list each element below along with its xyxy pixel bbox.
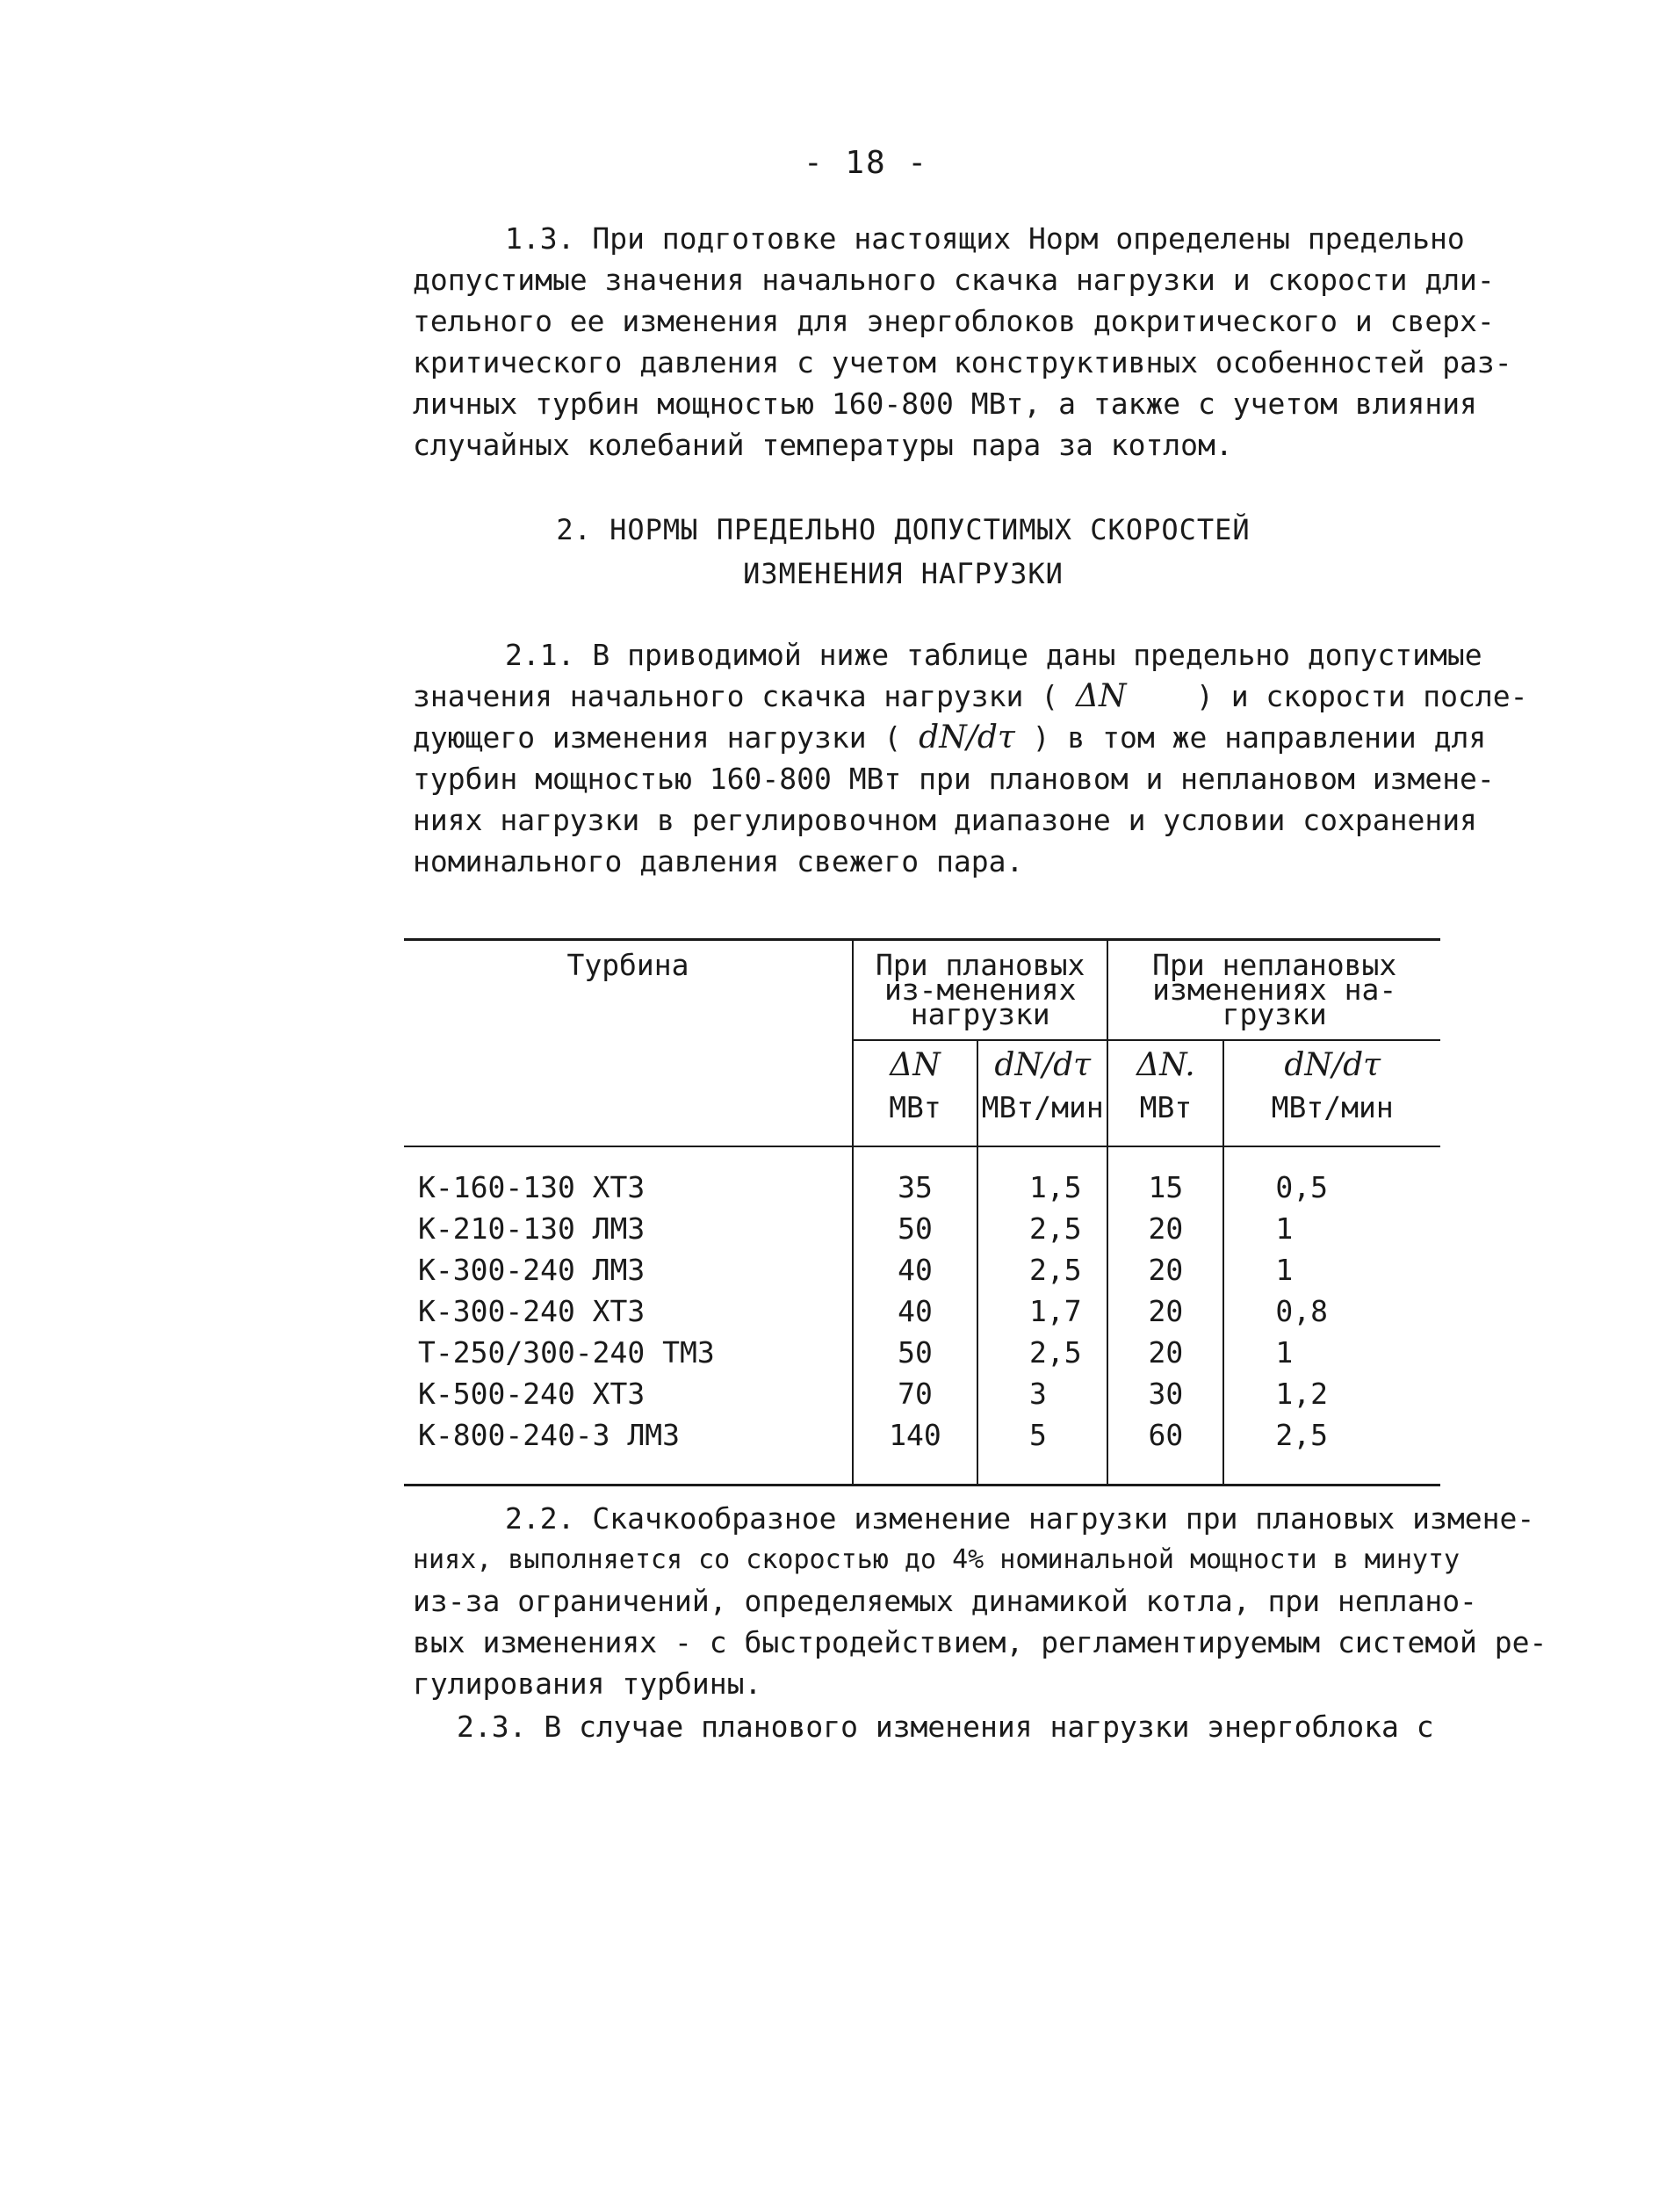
paragraph-line: 2.3. В случае планового изменения нагрузки энергоблока с: [457, 1710, 1434, 1744]
planned-rate-cell: 5: [977, 1414, 1107, 1486]
section-heading-line-2: ИЗМЕНЕНИЯ НАГРУЗКИ: [743, 557, 1064, 590]
planned-delta-cell: 40: [853, 1290, 977, 1332]
delta-n-symbol: ΔN.: [1136, 1047, 1195, 1084]
paragraph-line: номинального давления свежего пара.: [413, 844, 1024, 878]
unplanned-rate-cell: 0,5: [1223, 1146, 1440, 1208]
paragraph-line: [413, 676, 1528, 717]
planned-rate-cell: 1,5: [977, 1146, 1107, 1208]
paragraph-line: из-за ограничений, определяемых динамикой котла, при неплано-: [413, 1584, 1477, 1618]
paragraph-line: турбин мощностью 160-800 МВт при плановом и неплановом измене-: [413, 762, 1495, 796]
unplanned-rate-cell: 2,5: [1223, 1414, 1440, 1486]
unplanned-delta-cell: 20: [1107, 1249, 1223, 1290]
table-row: [404, 1414, 1440, 1486]
planned-rate-cell: 2,5: [977, 1208, 1107, 1249]
unit-label: МВт: [1139, 1090, 1193, 1125]
delta-n-symbol: ΔN: [890, 1047, 941, 1084]
paragraph-line: случайных колебаний температуры пара за котлом.: [413, 428, 1233, 462]
paragraph-line: 2.1. В приводимой ниже таблице даны предельно допустимые: [505, 638, 1482, 672]
rate-symbol: dN/dτ: [919, 719, 1015, 755]
header-unplanned: При неплановых изменениях на-грузки: [1107, 940, 1440, 1041]
turbine-cell: Т-250/300-240 ТМЗ: [418, 1335, 715, 1370]
planned-delta-cell: 50: [853, 1332, 977, 1373]
planned-rate-cell: 1,7: [977, 1290, 1107, 1332]
unit-label: МВт/мин: [981, 1090, 1104, 1125]
subheader-planned-delta-n: [853, 1040, 977, 1146]
unplanned-rate-cell: 0,8: [1223, 1290, 1440, 1332]
unplanned-delta-cell: 20: [1107, 1208, 1223, 1249]
paragraph-line: 2.2. Скачкообразное изменение нагрузки при плановых измене-: [505, 1501, 1535, 1536]
section-heading-line-1: 2. НОРМЫ ПРЕДЕЛЬНО ДОПУСТИМЫХ СКОРОСТЕЙ: [556, 513, 1251, 546]
turbine-cell: К-300-240 ЛМЗ: [418, 1253, 645, 1287]
turbine-cell: К-500-240 ХТЗ: [418, 1377, 645, 1411]
planned-rate-cell: 3: [977, 1373, 1107, 1414]
unplanned-rate-cell: 1: [1223, 1249, 1440, 1290]
paragraph-text: дующего изменения нагрузки (: [413, 720, 920, 755]
paragraph-text: значения начального скачка нагрузки (: [413, 679, 1076, 713]
section-heading: [0, 508, 1666, 596]
unplanned-rate-cell: 1: [1223, 1208, 1440, 1249]
paragraph-2-2: [413, 1498, 1547, 1704]
unplanned-delta-cell: 15: [1107, 1146, 1223, 1208]
table-row: [404, 1290, 1440, 1332]
subheader-unplanned-rate: [1223, 1040, 1440, 1146]
rate-symbol: dN/dτ: [1284, 1047, 1381, 1084]
planned-rate-cell: 2,5: [977, 1332, 1107, 1373]
table-row: [404, 1146, 1440, 1208]
unplanned-rate-cell: 1,2: [1223, 1373, 1440, 1414]
planned-delta-cell: 40: [853, 1249, 977, 1290]
rate-symbol: dN/dτ: [994, 1047, 1092, 1084]
subheader-unplanned-delta-n: [1107, 1040, 1223, 1146]
paragraph-line: вых изменениях - с быстродействием, регламентируемым системой ре-: [413, 1625, 1547, 1659]
turbine-cell: К-800-240-3 ЛМЗ: [418, 1418, 681, 1452]
delta-n-symbol: ΔN: [1075, 678, 1127, 714]
turbine-cell: К-160-130 ХТЗ: [418, 1170, 645, 1204]
paragraph-line: 1.3. При подготовке настоящих Норм определены предельно: [505, 221, 1465, 256]
paragraph-text: ) и скорости после-: [1126, 679, 1528, 713]
header-turbine: Турбина: [404, 940, 853, 1147]
table-row: [404, 1249, 1440, 1290]
planned-delta-cell: 140: [853, 1414, 977, 1486]
turbine-cell: К-210-130 ЛМЗ: [418, 1211, 645, 1246]
paragraph-line: ниях нагрузки в регулировочном диапазоне и условии сохранения: [413, 803, 1477, 837]
unplanned-delta-cell: 20: [1107, 1290, 1223, 1332]
unplanned-delta-cell: 60: [1107, 1414, 1223, 1486]
header-planned: При плановых из-менениях нагрузки: [853, 940, 1107, 1041]
paragraph-text: ) в том же направлении для: [1014, 720, 1487, 755]
planned-rate-cell: 2,5: [977, 1249, 1107, 1290]
planned-delta-cell: 70: [853, 1373, 977, 1414]
paragraph-line: гулирования турбины.: [413, 1666, 762, 1701]
load-rate-table: [404, 938, 1440, 1486]
paragraph-line: личных турбин мощностью 160-800 МВт, а также с учетом влияния: [413, 387, 1477, 421]
paragraph-2-3: [413, 1706, 1493, 1747]
planned-delta-cell: 50: [853, 1208, 977, 1249]
paragraph-line: критического давления с учетом конструктивных особенностей раз-: [413, 345, 1512, 380]
paragraph-2-1: [413, 634, 1528, 882]
unplanned-delta-cell: 30: [1107, 1373, 1223, 1414]
table-row: [404, 1208, 1440, 1249]
paragraph-line: [413, 717, 1493, 758]
planned-delta-cell: 35: [853, 1146, 977, 1208]
unplanned-delta-cell: 20: [1107, 1332, 1223, 1373]
paragraph-1-3: [413, 218, 1512, 466]
unplanned-rate-cell: 1: [1223, 1332, 1440, 1373]
table-row: [404, 1332, 1440, 1373]
unit-label: МВт/мин: [1271, 1090, 1394, 1125]
turbine-cell: К-300-240 ХТЗ: [418, 1294, 645, 1328]
page-number: - 18 -: [803, 145, 929, 181]
paragraph-line: тельного ее изменения для энергоблоков докритического и сверх-: [413, 304, 1495, 338]
paragraph-line: ниях, выполняется со скоростью до 4% номинальной мощности в минуту: [413, 1544, 1460, 1575]
paragraph-line: допустимые значения начального скачка нагрузки и скорости дли-: [413, 263, 1495, 297]
subheader-planned-rate: [977, 1040, 1107, 1146]
table-row: [404, 1373, 1440, 1414]
unit-label: МВт: [889, 1090, 941, 1125]
